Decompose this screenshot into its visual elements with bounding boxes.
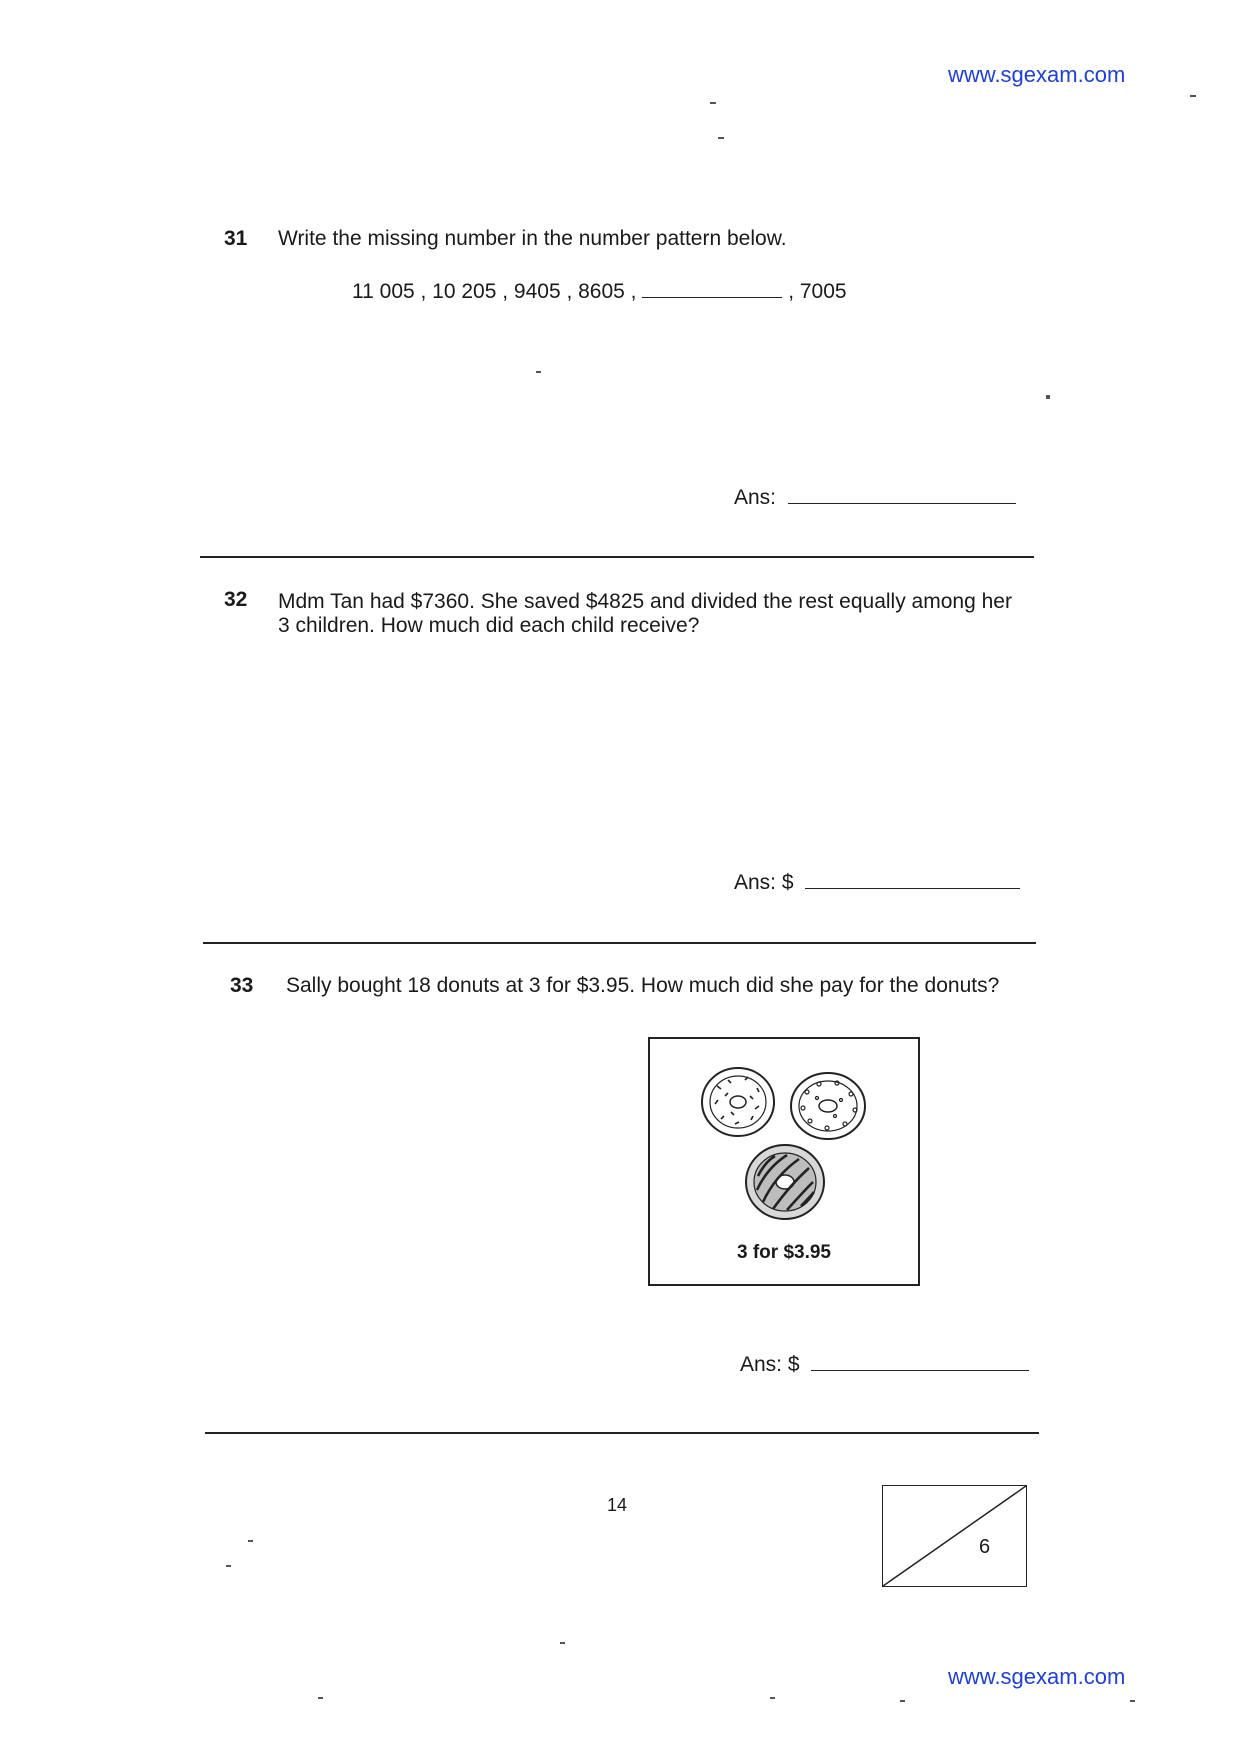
dotted-donut-icon <box>791 1073 865 1139</box>
answer-label: Ans: $ <box>740 1353 800 1376</box>
pattern-before: 11 005 , 10 205 , 9405 , 8605 , <box>352 280 637 303</box>
answer-31 <box>734 485 1016 510</box>
section-divider <box>205 1432 1039 1434</box>
pattern-after: , 7005 <box>788 280 847 303</box>
answer-label: Ans: <box>734 486 777 509</box>
section-divider <box>200 556 1034 558</box>
score-max: 6 <box>979 1536 991 1558</box>
donuts-icon <box>695 1064 875 1229</box>
donut-price-box <box>648 1037 920 1286</box>
answer-32-line[interactable] <box>805 870 1020 889</box>
number-pattern <box>352 279 847 304</box>
scan-speck <box>1046 395 1050 399</box>
question-32-text-line2: 3 children. How much did each child receive? <box>278 614 700 637</box>
answer-32 <box>734 870 1020 895</box>
answer-label: Ans: $ <box>734 871 794 894</box>
scan-speck <box>900 1700 905 1702</box>
site-link-top[interactable]: www.sgexam.com <box>948 62 1126 87</box>
scan-speck <box>1130 1700 1135 1702</box>
section-divider <box>203 942 1036 944</box>
question-33-number: 33 <box>230 974 254 997</box>
answer-33-line[interactable] <box>811 1352 1029 1371</box>
score-box <box>882 1485 1027 1587</box>
page-number: 14 <box>607 1495 628 1515</box>
scan-speck <box>770 1697 775 1699</box>
score-diagonal <box>883 1486 1026 1586</box>
pattern-blank[interactable] <box>642 279 782 298</box>
scan-speck <box>710 102 716 104</box>
sprinkled-donut-icon <box>702 1068 774 1136</box>
price-caption: 3 for $3.95 <box>737 1242 831 1263</box>
question-32-number: 32 <box>224 588 248 611</box>
question-32-text-line1: Mdm Tan had $7360. She saved $4825 and divided the rest equally among her <box>278 590 1012 613</box>
answer-33 <box>740 1352 1029 1377</box>
scan-speck <box>718 137 724 139</box>
answer-31-line[interactable] <box>788 485 1016 504</box>
striped-donut-icon <box>746 1145 824 1219</box>
scan-speck <box>536 371 541 373</box>
scan-speck <box>560 1642 565 1644</box>
site-link-bottom[interactable]: www.sgexam.com <box>948 1664 1126 1689</box>
scan-speck <box>248 1540 253 1542</box>
question-31-number: 31 <box>224 227 248 250</box>
scan-speck <box>1190 95 1196 97</box>
scan-speck <box>318 1697 323 1699</box>
question-31-text: Write the missing number in the number pattern below. <box>278 227 787 250</box>
question-33-text: Sally bought 18 donuts at 3 for $3.95. How much did she pay for the donuts? <box>286 974 1000 997</box>
scan-speck <box>226 1565 231 1567</box>
